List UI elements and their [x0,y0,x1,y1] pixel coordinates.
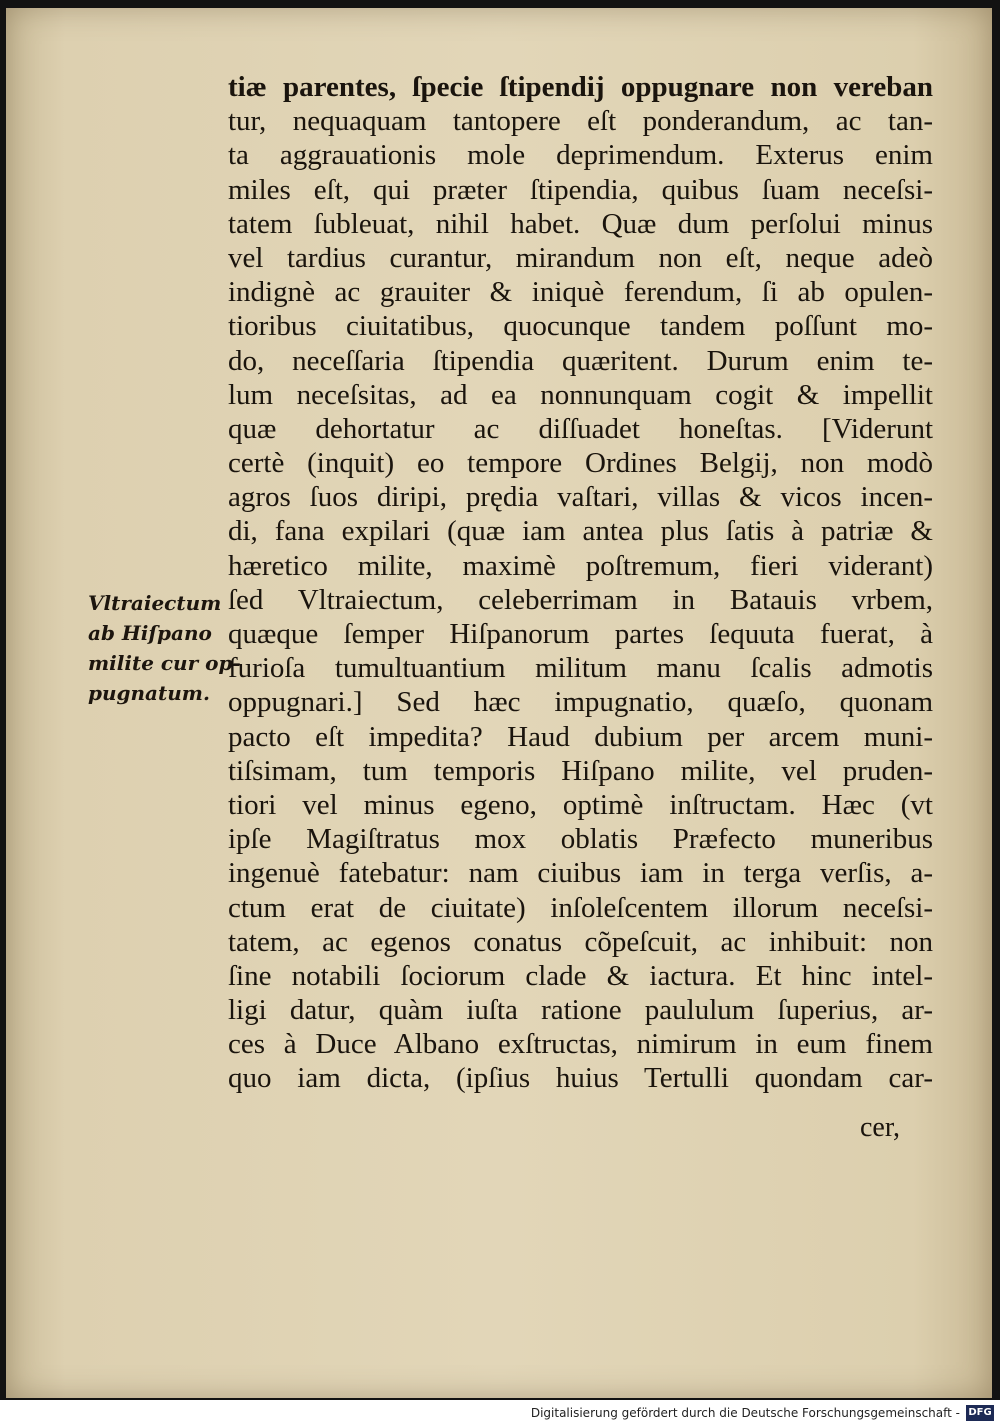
text-line: pacto eſt impedita? Haud dubium per arcem muni- [228,720,933,753]
text-line: ſine notabili ſociorum clade & iactura. Et hinc intel- [228,959,933,992]
text-line: quæ dehortatur ac diſſuadet honeſtas. [Viderunt [228,412,933,445]
text-line: di, fana expilari (quæ iam antea plus ſatis à patriæ & [228,515,933,548]
margin-note-line: ab Hiſpano [88,621,212,645]
text-line: hæretico milite, maximè poſtremum, fieri viderant) [228,549,933,582]
text-line: miles eſt, qui præter ſtipendia, quibus ſuam neceſsi- [228,173,933,206]
text-line: tatem, ac egenos conatus cõpeſcuit, ac inhibuit: non [228,925,933,958]
text-line: ipſe Magiſtratus mox oblatis Præfecto muneribus [228,823,933,856]
body-text [228,70,933,1096]
margin-note [88,588,241,708]
margin-note-line: pugnatum. [88,681,210,705]
text-line: quo iam dicta, (ipſius huius Tertulli quondam car- [228,1062,933,1095]
text-line: furioſa tumultuantium militum manu ſcalis admotis [228,652,933,685]
text-line: quæque ſemper Hiſpanorum partes ſequuta fuerat, à [228,618,933,650]
text-line: ſed Vltraiectum, celeberrimam in Batauis vrbem, [228,583,933,616]
margin-note-line: milite cur op- [88,651,241,675]
text-line: tioribus ciuitatibus, quocunque tandem poſſunt mo- [228,310,933,343]
text-line: lum neceſsitas, ad ea nonnunquam cogit & impellit [228,378,933,411]
text-line: oppugnari.] Sed hæc impugnatio, quæſo, quonam [228,686,933,719]
footer-credit: Digitalisierung gefördert durch die Deutsche Forschungsgemeinschaft - [530,1406,960,1420]
text-line: ces à Duce Albano exſtructas, nimirum in eum finem [228,1028,933,1061]
footer-bar [0,1400,1000,1427]
text-line: vel tardius curantur, mirandum non eſt, neque adeò [228,241,933,274]
text-line: certè (inquit) eo tempore Ordines Belgij, non modò [228,447,933,480]
margin-note-line: Vltraiectum [88,591,222,615]
text-line: tiori vel minus egeno, optimè inſtructam. Hæc (vt [228,788,933,821]
text-line: indignè ac grauiter & iniquè ferendum, ſi ab opulen- [228,276,933,309]
text-line: tiſsimam, tum temporis Hiſpano milite, vel pruden- [228,754,933,787]
catchword: cer, [860,1112,901,1143]
dfg-logo: DFG [966,1405,994,1421]
text-line: ta aggrauationis mole deprimendum. Exterus enim [228,139,933,172]
text-line: ctum erat de ciuitate) inſoleſcentem illorum neceſsi- [228,891,933,924]
text-line: ligi datur, quàm iuſta ratione paululum ſuperius, ar- [228,994,933,1027]
text-line: tatem ſubleuat, nihil habet. Quæ dum perſolui minus [228,207,933,240]
text-line: ingenuè fatebatur: nam ciuibus iam in terga verſis, a- [228,857,933,890]
text-line: tiæ parentes, ſpecie ſtipendij oppugnare non vereban [228,71,933,103]
text-line: tur, nequaquam tantopere eſt ponderandum, ac tan- [228,105,933,138]
text-line: agros ſuos diripi, prędia vaſtari, villas & vicos incen- [228,481,933,514]
text-line: do, neceſſaria ſtipendia quæritent. Durum enim te- [228,344,933,377]
